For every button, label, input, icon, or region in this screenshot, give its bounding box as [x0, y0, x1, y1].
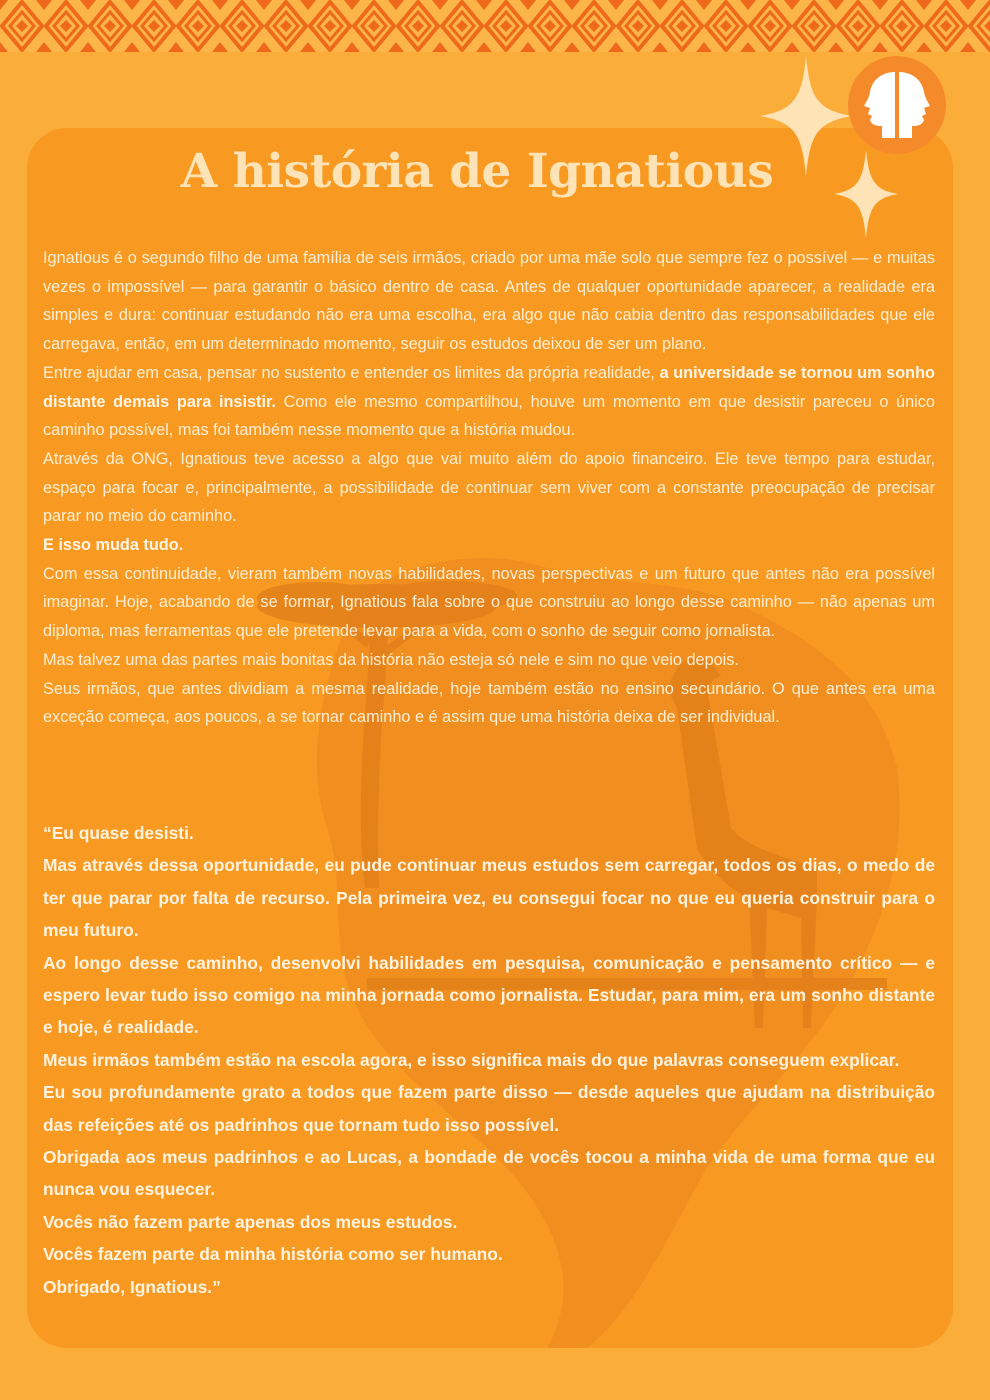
paragraph: [43, 531, 935, 560]
highlight-text: a universidade se tornou um sonho distante demais para insistir.: [43, 363, 935, 411]
quote-line: “Eu quase desisti.: [43, 823, 194, 843]
quote-line: Mas através dessa oportunidade, eu pude continuar meus estudos sem carregar, todos os dias, o medo de ter que parar por falta de recurso. Pela primeira vez, eu consegui focar no que eu queria construir para o meu futuro.: [43, 855, 935, 941]
quote-line: Obrigado, Ignatious.”: [43, 1276, 221, 1297]
quote-line: Vocês fazem parte da minha história como ser humano.: [43, 1244, 503, 1265]
sparkle-icon: [834, 150, 898, 238]
paragraph: Mas talvez uma das partes mais bonitas da história não esteja só nele e sim no que veio depois.: [43, 650, 739, 669]
paragraph: Seus irmãos, que antes dividiam a mesma realidade, hoje também estão no ensino secundário. O que antes era uma exceção começa, aos poucos, a se tornar caminho e é assim que uma história deixa de ser individual.: [43, 679, 935, 727]
paragraph: Com essa continuidade, vieram também novas habilidades, novas perspectivas e um futuro que antes não era possível imaginar. Hoje, acabando de se formar, Ignatious fala sobre o que construiu ao longo desse caminho — não apenas um diploma, mas ferramentas que ele pretende levar para a vida, com o sonho de seguir como jornalista.: [43, 564, 935, 641]
story-card: [27, 128, 953, 1348]
paragraph: Entre ajudar em casa, pensar no sustento e entender os limites da própria realidade, a universidade se tornou um sonho distante demais para insistir. Como ele mesmo compartilhou, houve um momento em que desistir pareceu o único caminho possível, mas foi também nesse momento que a história mudou.: [43, 363, 935, 440]
quote-line: Eu sou profundamente grato a todos que fazem parte disso — desde aqueles que ajudam na distribuição das refeições até os padrinhos que tornam tudo isso possível.: [43, 1082, 935, 1135]
quote-line: Obrigada aos meus padrinhos e ao Lucas, a bondade de vocês tocou a minha vida de uma forma que eu nunca vou esquecer.: [43, 1147, 935, 1200]
testimonial-quote: [43, 817, 935, 1303]
quote-line: Ao longo desse caminho, desenvolvi habilidades em pesquisa, comunicação e pensamento crítico — e espero levar tudo isso comigo na minha jornada como jornalista. Estudar, para mim, era um sonho distante e hoje, é realidade.: [43, 952, 935, 1038]
paragraph: Ignatious é o segundo filho de uma família de seis irmãos, criado por uma mãe solo que sempre fez o possível — e muitas vezes o impossível — para garantir o básico dentro de casa. Antes de qualquer oportunidade aparecer, a realidade era simples e dura: continuar estudando não era uma escolha, era algo que não cabia dentro das responsabilidades que ele carregava, então, em um determinado momento, seguir os estudos deixou de ser um plano.: [43, 249, 935, 354]
page-title: A história de Ignatious: [180, 144, 774, 199]
quote-line: Meus irmãos também estão na escola agora, e isso significa mais do que palavras conseguem explicar.: [43, 1049, 900, 1070]
highlight-text: E isso muda tudo.: [43, 536, 184, 555]
geometric-pattern-border: [0, 0, 990, 52]
quote-line: Vocês não fazem parte apenas dos meus estudos.: [43, 1211, 458, 1232]
logo-icon: [848, 56, 946, 154]
story-body: [43, 244, 935, 732]
paragraph: Através da ONG, Ignatious teve acesso a algo que vai muito além do apoio financeiro. Ele teve tempo para estudar, espaço para focar e, principalmente, a possibilidade de continuar sem viver com a constante preocupação de precisar parar no meio do caminho.: [43, 449, 935, 526]
